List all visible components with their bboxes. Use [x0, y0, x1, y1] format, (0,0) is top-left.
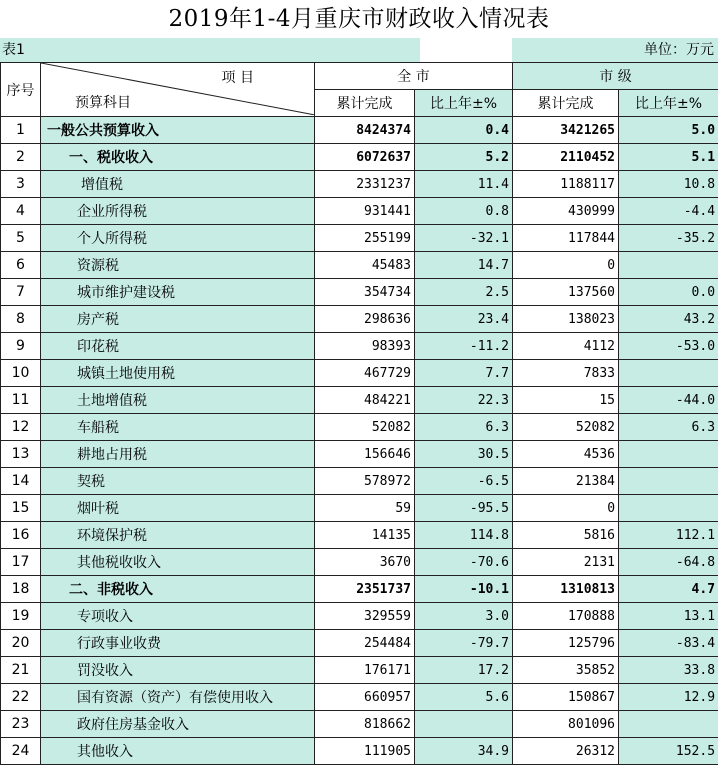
row-city-cumulative: 15	[513, 387, 619, 414]
unit-label: 单位：万元	[644, 42, 718, 58]
row-name: 城市维护建设税	[41, 279, 315, 306]
row-all-yoy: 5.6	[415, 684, 513, 711]
table-row	[1, 549, 718, 576]
row-city-cumulative: 2110452	[513, 144, 619, 171]
table-row	[1, 441, 718, 468]
row-city-yoy	[619, 252, 718, 279]
row-name: 国有资源（资产）有偿使用收入	[41, 684, 315, 711]
row-seq: 24	[1, 738, 41, 765]
row-name: 资源税	[41, 252, 315, 279]
header-seq: 序号	[1, 63, 41, 117]
row-all-cumulative: 329559	[315, 603, 415, 630]
row-all-yoy: 3.0	[415, 603, 513, 630]
row-all-yoy: 14.7	[415, 252, 513, 279]
row-all-cumulative: 14135	[315, 522, 415, 549]
row-city-yoy: 13.1	[619, 603, 718, 630]
row-city-cumulative: 0	[513, 252, 619, 279]
unit-bar	[512, 38, 718, 62]
header-item	[41, 63, 315, 117]
row-name: 城镇土地使用税	[41, 360, 315, 387]
row-name: 烟叶税	[41, 495, 315, 522]
header-city-yoy: 比上年±%	[619, 90, 718, 117]
row-city-cumulative: 35852	[513, 657, 619, 684]
row-seq: 18	[1, 576, 41, 603]
row-name: 一般公共预算收入	[41, 117, 315, 144]
row-name: 土地增值税	[41, 387, 315, 414]
row-name: 增值税	[41, 171, 315, 198]
row-all-yoy	[415, 711, 513, 738]
row-all-cumulative: 8424374	[315, 117, 415, 144]
row-seq: 23	[1, 711, 41, 738]
row-name: 企业所得税	[41, 198, 315, 225]
row-all-cumulative: 52082	[315, 414, 415, 441]
row-all-yoy: 17.2	[415, 657, 513, 684]
row-city-yoy: -44.0	[619, 387, 718, 414]
row-all-yoy: 11.4	[415, 171, 513, 198]
row-city-cumulative: 170888	[513, 603, 619, 630]
row-all-yoy: -70.6	[415, 549, 513, 576]
row-all-yoy: 30.5	[415, 441, 513, 468]
row-seq: 13	[1, 441, 41, 468]
row-city-cumulative: 3421265	[513, 117, 619, 144]
table-row	[1, 684, 718, 711]
table-row	[1, 198, 718, 225]
table-row	[1, 306, 718, 333]
header-all-yoy: 比上年±%	[415, 90, 513, 117]
row-name: 专项收入	[41, 603, 315, 630]
row-all-cumulative: 254484	[315, 630, 415, 657]
row-city-yoy: -64.8	[619, 549, 718, 576]
row-all-cumulative: 931441	[315, 198, 415, 225]
row-city-yoy: -83.4	[619, 630, 718, 657]
row-name: 其他税收收入	[41, 549, 315, 576]
row-city-yoy: 4.7	[619, 576, 718, 603]
row-city-cumulative: 801096	[513, 711, 619, 738]
row-city-yoy	[619, 360, 718, 387]
row-seq: 4	[1, 198, 41, 225]
table-row	[1, 117, 718, 144]
row-city-cumulative: 26312	[513, 738, 619, 765]
row-city-yoy: 5.1	[619, 144, 718, 171]
row-seq: 3	[1, 171, 41, 198]
row-all-yoy: 0.8	[415, 198, 513, 225]
row-name: 二、非税收入	[41, 576, 315, 603]
table-row	[1, 387, 718, 414]
row-city-yoy: -53.0	[619, 333, 718, 360]
row-city-cumulative: 2131	[513, 549, 619, 576]
row-seq: 8	[1, 306, 41, 333]
row-city-yoy: -4.4	[619, 198, 718, 225]
row-all-cumulative: 660957	[315, 684, 415, 711]
table-row	[1, 414, 718, 441]
row-city-yoy: 152.5	[619, 738, 718, 765]
row-city-yoy	[619, 495, 718, 522]
row-all-yoy: 2.5	[415, 279, 513, 306]
row-name: 政府住房基金收入	[41, 711, 315, 738]
row-name: 罚没收入	[41, 657, 315, 684]
row-all-yoy: -32.1	[415, 225, 513, 252]
meta-gap	[420, 38, 512, 62]
row-city-yoy: 0.0	[619, 279, 718, 306]
table-row	[1, 522, 718, 549]
table-row	[1, 576, 718, 603]
row-name: 环境保护税	[41, 522, 315, 549]
row-all-yoy: -11.2	[415, 333, 513, 360]
row-all-cumulative: 298636	[315, 306, 415, 333]
header-all-cumulative: 累计完成	[315, 90, 415, 117]
row-all-cumulative: 578972	[315, 468, 415, 495]
header-group-city: 市 级	[513, 63, 718, 90]
table-row	[1, 657, 718, 684]
row-name: 耕地占用税	[41, 441, 315, 468]
row-all-cumulative: 3670	[315, 549, 415, 576]
row-city-cumulative: 21384	[513, 468, 619, 495]
row-seq: 21	[1, 657, 41, 684]
table-row	[1, 171, 718, 198]
row-all-cumulative: 176171	[315, 657, 415, 684]
row-seq: 6	[1, 252, 41, 279]
row-name: 房产税	[41, 306, 315, 333]
row-all-cumulative: 59	[315, 495, 415, 522]
row-seq: 2	[1, 144, 41, 171]
row-all-cumulative: 2351737	[315, 576, 415, 603]
table-row	[1, 252, 718, 279]
row-all-yoy: 23.4	[415, 306, 513, 333]
row-seq: 12	[1, 414, 41, 441]
row-city-yoy: 5.0	[619, 117, 718, 144]
row-city-cumulative: 137560	[513, 279, 619, 306]
row-all-cumulative: 467729	[315, 360, 415, 387]
row-seq: 11	[1, 387, 41, 414]
table-label: 表1	[0, 42, 25, 58]
row-seq: 5	[1, 225, 41, 252]
row-city-yoy: 33.8	[619, 657, 718, 684]
row-name: 车船税	[41, 414, 315, 441]
header-group-all: 全 市	[315, 63, 513, 90]
table-row	[1, 738, 718, 765]
row-all-cumulative: 2331237	[315, 171, 415, 198]
row-all-cumulative: 156646	[315, 441, 415, 468]
row-seq: 10	[1, 360, 41, 387]
table-row	[1, 630, 718, 657]
row-seq: 7	[1, 279, 41, 306]
row-seq: 14	[1, 468, 41, 495]
row-all-yoy: -95.5	[415, 495, 513, 522]
table-row	[1, 468, 718, 495]
row-seq: 9	[1, 333, 41, 360]
row-all-yoy: 6.3	[415, 414, 513, 441]
row-city-cumulative: 1310813	[513, 576, 619, 603]
row-city-yoy	[619, 711, 718, 738]
row-name: 一、税收收入	[41, 144, 315, 171]
row-all-cumulative: 45483	[315, 252, 415, 279]
row-all-cumulative: 255199	[315, 225, 415, 252]
table-row	[1, 711, 718, 738]
table-row	[1, 333, 718, 360]
row-city-yoy	[619, 468, 718, 495]
row-all-yoy: 22.3	[415, 387, 513, 414]
row-city-cumulative: 0	[513, 495, 619, 522]
row-city-yoy: -35.2	[619, 225, 718, 252]
table-row	[1, 279, 718, 306]
row-city-cumulative: 5816	[513, 522, 619, 549]
table-row	[1, 225, 718, 252]
row-city-yoy: 6.3	[619, 414, 718, 441]
header-item-bottom: 预算科目	[75, 92, 131, 112]
row-city-yoy: 12.9	[619, 684, 718, 711]
row-city-cumulative: 430999	[513, 198, 619, 225]
table-row	[1, 360, 718, 387]
row-all-cumulative: 111905	[315, 738, 415, 765]
row-all-yoy: 5.2	[415, 144, 513, 171]
table-row	[1, 603, 718, 630]
row-seq: 20	[1, 630, 41, 657]
row-seq: 22	[1, 684, 41, 711]
row-all-yoy: 34.9	[415, 738, 513, 765]
row-city-yoy: 43.2	[619, 306, 718, 333]
revenue-table	[0, 62, 718, 765]
row-city-yoy: 10.8	[619, 171, 718, 198]
row-city-yoy	[619, 441, 718, 468]
row-city-cumulative: 117844	[513, 225, 619, 252]
row-city-cumulative: 4536	[513, 441, 619, 468]
row-all-cumulative: 354734	[315, 279, 415, 306]
row-seq: 17	[1, 549, 41, 576]
row-all-cumulative: 98393	[315, 333, 415, 360]
row-name: 其他收入	[41, 738, 315, 765]
row-city-cumulative: 138023	[513, 306, 619, 333]
row-all-cumulative: 6072637	[315, 144, 415, 171]
header-city-cumulative: 累计完成	[513, 90, 619, 117]
row-all-cumulative: 818662	[315, 711, 415, 738]
row-city-cumulative: 1188117	[513, 171, 619, 198]
row-all-yoy: -10.1	[415, 576, 513, 603]
table-label-bar	[0, 38, 420, 62]
page-title: 2019年1-4月重庆市财政收入情况表	[0, 0, 718, 38]
row-name: 印花税	[41, 333, 315, 360]
header-item-top: 项 目	[222, 67, 254, 87]
row-city-cumulative: 125796	[513, 630, 619, 657]
row-name: 个人所得税	[41, 225, 315, 252]
row-seq: 16	[1, 522, 41, 549]
row-city-cumulative: 4112	[513, 333, 619, 360]
row-all-yoy: 0.4	[415, 117, 513, 144]
row-city-cumulative: 150867	[513, 684, 619, 711]
row-all-yoy: 7.7	[415, 360, 513, 387]
table-row	[1, 495, 718, 522]
row-seq: 19	[1, 603, 41, 630]
row-all-yoy: 114.8	[415, 522, 513, 549]
row-all-yoy: -79.7	[415, 630, 513, 657]
row-seq: 1	[1, 117, 41, 144]
row-all-cumulative: 484221	[315, 387, 415, 414]
table-row	[1, 144, 718, 171]
row-city-cumulative: 52082	[513, 414, 619, 441]
row-name: 行政事业收费	[41, 630, 315, 657]
row-city-yoy: 112.1	[619, 522, 718, 549]
row-all-yoy: -6.5	[415, 468, 513, 495]
row-seq: 15	[1, 495, 41, 522]
row-city-cumulative: 7833	[513, 360, 619, 387]
row-name: 契税	[41, 468, 315, 495]
